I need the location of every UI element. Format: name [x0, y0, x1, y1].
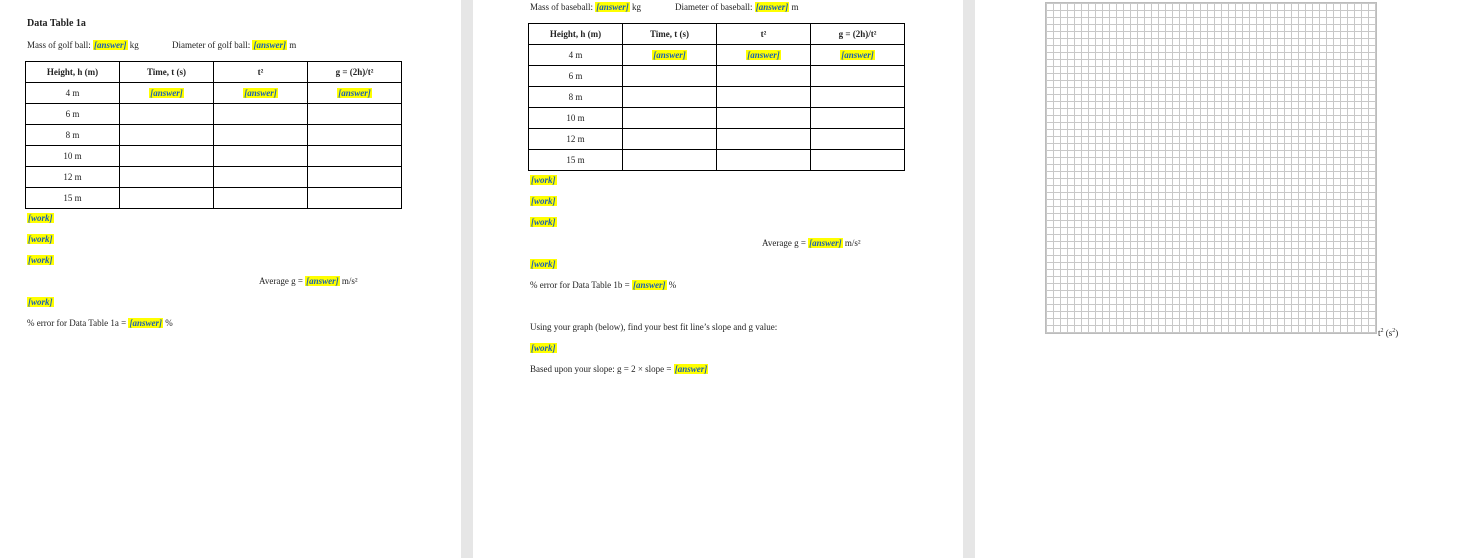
average-g-label: Average g = — [259, 276, 306, 286]
baseball-diameter-line — [675, 2, 799, 12]
diameter-answer-field[interactable]: [answer] — [253, 40, 286, 50]
percent-error-answer-field[interactable]: [answer] — [129, 318, 162, 328]
slope-line — [530, 364, 708, 374]
height-cell: 15 m — [529, 150, 623, 171]
height-cell: 8 m — [26, 125, 120, 146]
diameter-label: Diameter of baseball: — [675, 2, 755, 12]
data-table-1a — [25, 61, 402, 209]
mass-label: Mass of baseball: — [530, 2, 596, 12]
table-row — [529, 45, 905, 66]
average-g-label: Average g = — [762, 238, 809, 248]
table-row — [529, 87, 905, 108]
answer-field[interactable]: [answer] — [747, 50, 780, 60]
header-time: Time, t (s) — [120, 62, 214, 83]
header-g: g = (2h)/t² — [308, 62, 402, 83]
work-field[interactable]: [work] — [531, 217, 556, 227]
average-g-line — [762, 238, 861, 248]
g-cell[interactable] — [811, 45, 905, 66]
diameter-answer-field[interactable]: [answer] — [755, 2, 789, 12]
table-row — [26, 167, 402, 188]
height-cell: 10 m — [529, 108, 623, 129]
height-cell: 12 m — [529, 129, 623, 150]
t-squared-cell[interactable] — [717, 66, 811, 87]
percent-error-line — [530, 280, 676, 290]
answer-field[interactable]: [answer] — [653, 50, 686, 60]
diameter-label: Diameter of golf ball: — [172, 40, 253, 50]
mass-answer-field[interactable]: [answer] — [596, 2, 629, 12]
t-squared-cell[interactable] — [214, 167, 308, 188]
data-table-1b — [528, 23, 905, 171]
mass-unit: kg — [127, 40, 139, 50]
time-cell[interactable] — [120, 125, 214, 146]
g-cell[interactable] — [811, 66, 905, 87]
g-cell[interactable] — [811, 150, 905, 171]
mass-label: Mass of golf ball: — [27, 40, 93, 50]
time-cell[interactable] — [120, 104, 214, 125]
table-header-row — [26, 62, 402, 83]
answer-field[interactable]: [answer] — [338, 88, 371, 98]
average-g-line — [259, 276, 358, 286]
work-field[interactable]: [work] — [531, 259, 556, 269]
height-cell: 15 m — [26, 188, 120, 209]
time-cell[interactable] — [120, 146, 214, 167]
graph-paper-grid[interactable] — [1045, 2, 1377, 334]
header-height: Height, h (m) — [529, 24, 623, 45]
average-g-unit: m/s² — [842, 238, 861, 248]
t-squared-cell[interactable] — [717, 150, 811, 171]
time-cell[interactable] — [120, 188, 214, 209]
answer-field[interactable]: [answer] — [841, 50, 874, 60]
percent-error-unit: % — [163, 318, 173, 328]
average-g-answer-field[interactable]: [answer] — [809, 238, 842, 248]
t-squared-cell[interactable] — [717, 87, 811, 108]
height-cell: 6 m — [26, 104, 120, 125]
t-squared-cell[interactable] — [214, 104, 308, 125]
answer-field[interactable]: [answer] — [244, 88, 277, 98]
time-cell[interactable] — [623, 150, 717, 171]
t-squared-cell[interactable] — [214, 125, 308, 146]
time-cell[interactable] — [623, 87, 717, 108]
height-cell: 4 m — [26, 83, 120, 104]
header-time: Time, t (s) — [623, 24, 717, 45]
average-g-answer-field[interactable]: [answer] — [306, 276, 339, 286]
work-field[interactable]: [work] — [28, 234, 53, 244]
time-cell[interactable] — [120, 83, 214, 104]
g-cell[interactable] — [811, 108, 905, 129]
t-squared-cell[interactable] — [214, 83, 308, 104]
percent-error-unit: % — [666, 280, 677, 290]
g-cell[interactable] — [308, 146, 402, 167]
average-g-unit: m/s² — [339, 276, 358, 286]
document-page-1 — [0, 0, 461, 558]
table-row — [26, 83, 402, 104]
time-cell[interactable] — [623, 66, 717, 87]
table-row — [26, 104, 402, 125]
diameter-unit: m — [789, 2, 799, 12]
g-cell[interactable] — [811, 87, 905, 108]
slope-label: Based upon your slope: g = 2 × slope = — [530, 364, 674, 374]
header-g: g = (2h)/t² — [811, 24, 905, 45]
g-cell[interactable] — [308, 125, 402, 146]
g-cell[interactable] — [308, 167, 402, 188]
table-row — [529, 150, 905, 171]
height-cell: 8 m — [529, 87, 623, 108]
height-cell: 6 m — [529, 66, 623, 87]
t-squared-cell[interactable] — [214, 146, 308, 167]
table-row — [529, 66, 905, 87]
baseball-mass-line — [530, 2, 641, 12]
answer-field[interactable]: [answer] — [150, 88, 183, 98]
x-axis-label: $t^2$ $(s^2)$ — [1378, 328, 1399, 338]
time-cell[interactable] — [120, 167, 214, 188]
mass-answer-field[interactable]: [answer] — [94, 40, 127, 50]
g-cell[interactable] — [308, 104, 402, 125]
header-height: Height, h (m) — [26, 62, 120, 83]
work-field[interactable]: [work] — [28, 213, 53, 223]
work-field[interactable]: [work] — [531, 196, 556, 206]
work-field[interactable]: [work] — [28, 297, 53, 307]
time-cell[interactable] — [623, 129, 717, 150]
g-cell[interactable] — [811, 129, 905, 150]
table-row — [26, 146, 402, 167]
t-squared-cell[interactable] — [214, 188, 308, 209]
g-cell[interactable] — [308, 188, 402, 209]
height-cell: 12 m — [26, 167, 120, 188]
data-table-1a-title: Data Table 1a — [27, 18, 86, 29]
graph-instruction: Using your graph (below), find your best fit line’s slope and g value: — [530, 322, 778, 332]
table-row — [529, 129, 905, 150]
table-row — [26, 188, 402, 209]
percent-error-answer-field[interactable]: [answer] — [633, 280, 666, 290]
diameter-unit: m — [287, 40, 297, 50]
height-cell: 10 m — [26, 146, 120, 167]
height-cell: 4 m — [529, 45, 623, 66]
percent-error-label: % error for Data Table 1a = — [27, 318, 129, 328]
golf-ball-diameter-line — [172, 40, 296, 50]
t-squared-cell[interactable] — [717, 45, 811, 66]
work-field[interactable]: [work] — [28, 255, 53, 265]
document-page-3 — [975, 0, 1457, 558]
document-page-2 — [473, 0, 963, 558]
header-t-squared: t² — [717, 24, 811, 45]
header-t-squared: t² — [214, 62, 308, 83]
g-cell[interactable] — [308, 83, 402, 104]
percent-error-label: % error for Data Table 1b = — [530, 280, 632, 290]
slope-answer-field[interactable]: [answer] — [674, 364, 708, 374]
table-row — [26, 125, 402, 146]
work-field[interactable]: [work] — [531, 343, 556, 353]
t-squared-cell[interactable] — [717, 129, 811, 150]
table-header-row — [529, 24, 905, 45]
work-field[interactable]: [work] — [531, 175, 556, 185]
time-cell[interactable] — [623, 45, 717, 66]
percent-error-line — [27, 318, 173, 328]
mass-unit: kg — [629, 2, 642, 12]
golf-ball-mass-line — [27, 40, 139, 50]
time-cell[interactable] — [623, 108, 717, 129]
table-row — [529, 108, 905, 129]
t-squared-cell[interactable] — [717, 108, 811, 129]
